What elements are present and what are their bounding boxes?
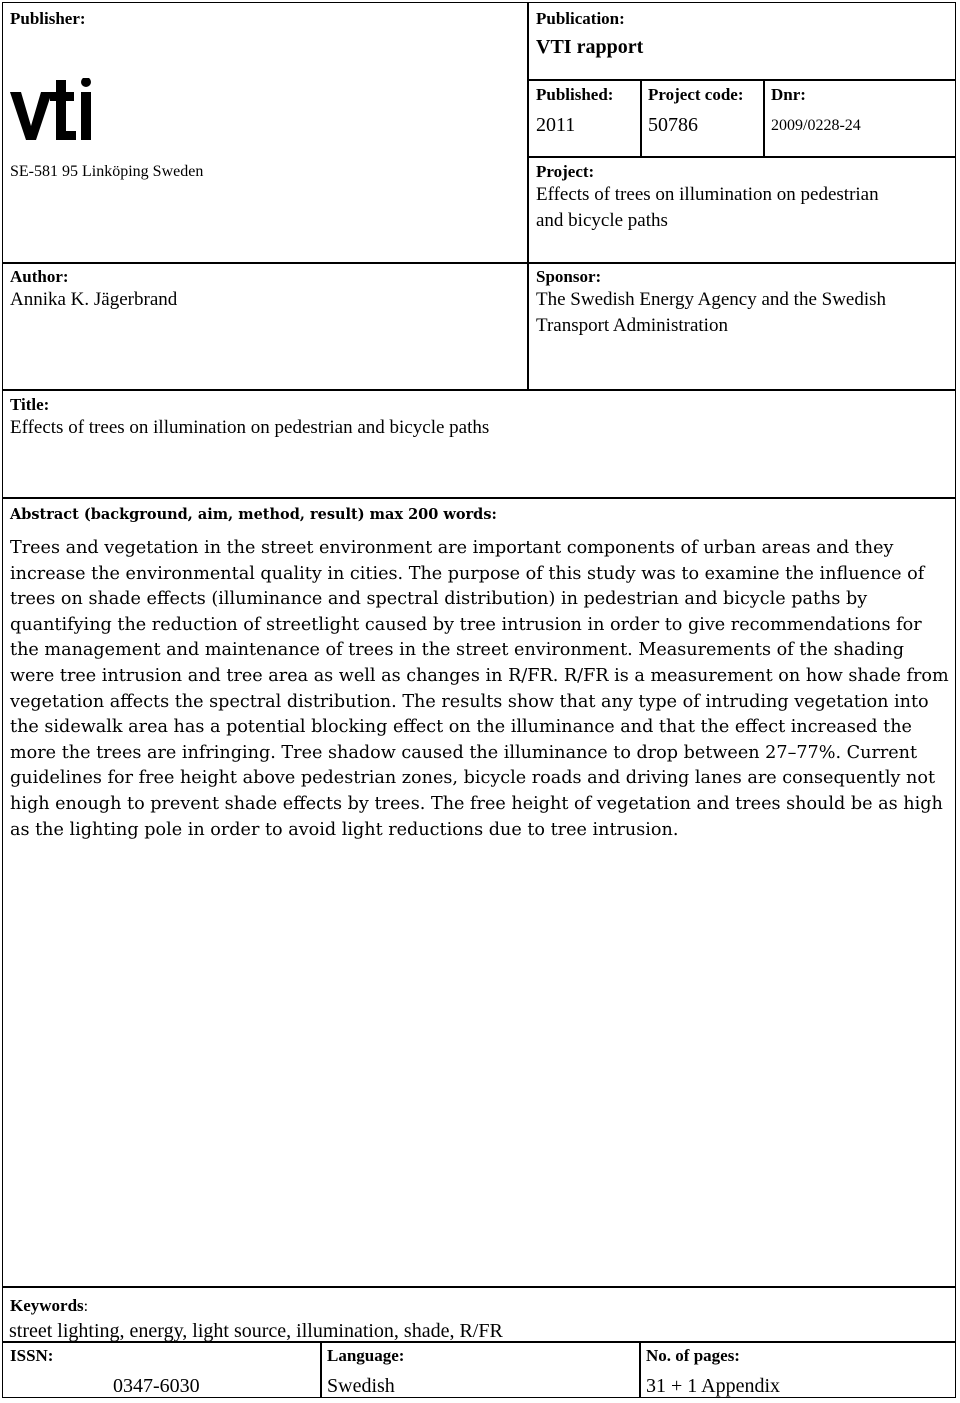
divider [528, 79, 956, 81]
published-label: Published: [536, 85, 614, 104]
pages-label: No. of pages: [646, 1346, 740, 1365]
published-value: 2011 [536, 114, 576, 136]
project-code-label: Project code: [648, 85, 744, 104]
dnr-label: Dnr: [771, 85, 806, 104]
issn-label: ISSN: [10, 1346, 54, 1365]
divider [2, 389, 956, 391]
divider [763, 79, 765, 157]
vti-logo [10, 78, 100, 146]
divider [320, 1341, 322, 1398]
abstract-label: Abstract (background, aim, method, result) max 200 words: [10, 506, 497, 523]
divider [2, 497, 956, 499]
author-name: Annika K. Jägerbrand [10, 289, 178, 310]
keywords-colon: : [83, 1298, 89, 1315]
divider [528, 156, 956, 158]
report-title: Effects of trees on illumination on pedestrian and bicycle paths [10, 417, 490, 438]
abstract-text: Trees and vegetation in the street environment are important components of urban areas and they increase the environmental quality in cities. The purpose of this study was to examine the influence of trees on shade effects (illuminance and spectral distribution) in pedestrian and bicycle paths by quantifying the reduction of streetlight caused by tree intrusion in order to give recommendations for the management and maintenance of trees in the street environment. Measurements of the shading were tree intrusion and tree area as well as changes in R/FR. R/FR is a measurement on how shade from vegetation affects the spectral distribution. The results show that any type of intruding vegetation into the sidewalk area has a potential blocking effect on the illuminance and that the effect increased the more the trees are infringing. Tree shadow caused the illuminance to drop between 27–77%. Current guidelines for free height above pedestrian zones, bicycle roads and driving lanes are consequently not high enough to prevent shade effects by trees. The free height of vegetation and trees should be as high as the lighting pole in order to avoid light reductions due to tree intrusion. [10, 538, 949, 840]
publisher-address: SE-581 95 Linköping Sweden [10, 163, 204, 180]
title-label: Title: [10, 395, 50, 414]
project-line-2: and bicycle paths [536, 210, 668, 231]
keywords-heading [10, 1293, 88, 1320]
project-label: Project: [536, 162, 595, 181]
language-label: Language: [327, 1346, 405, 1365]
publication-label: Publication: [536, 9, 625, 28]
publisher-label: Publisher: [10, 9, 86, 28]
sponsor-label: Sponsor: [536, 267, 602, 286]
pages-value: 31 + 1 Appendix [646, 1375, 781, 1397]
sponsor-line-1: The Swedish Energy Agency and the Swedish [536, 289, 887, 310]
dnr-value: 2009/0228-24 [771, 117, 861, 134]
project-code-value: 50786 [648, 114, 698, 136]
author-label: Author: [10, 267, 69, 286]
divider [527, 2, 529, 390]
publication-value: VTI rapport [536, 36, 644, 58]
divider [2, 262, 956, 264]
sponsor-line-2: Transport Administration [536, 315, 728, 336]
divider [639, 1341, 641, 1398]
keywords-label: Keywords [10, 1296, 84, 1315]
keywords-value: street lighting, energy, light source, illumination, shade, R/FR [9, 1320, 503, 1342]
issn-value: 0347-6030 [113, 1375, 200, 1397]
language-value: Swedish [327, 1375, 395, 1397]
divider [640, 79, 642, 157]
project-line-1: Effects of trees on illumination on pedestrian [536, 184, 879, 205]
divider [2, 1286, 956, 1288]
